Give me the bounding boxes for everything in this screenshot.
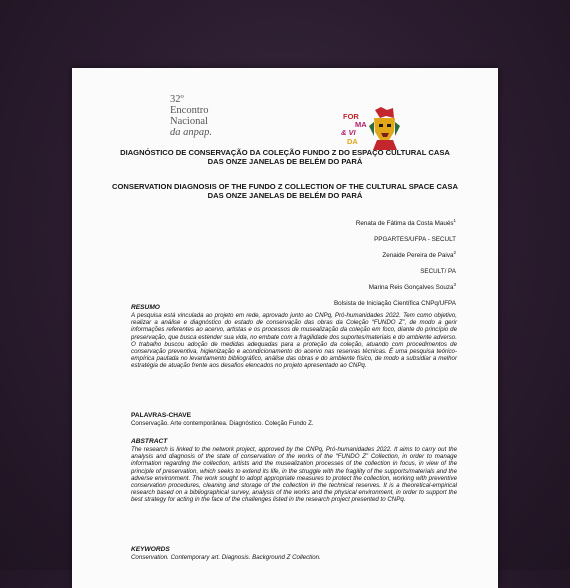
logo-line: Nacional [170, 116, 208, 127]
author-affiliation: SECULT/ PA [420, 268, 456, 276]
author-line: Marina Reis Gonçalves Souza$^3$ [368, 282, 456, 292]
logo-word: MA [355, 120, 367, 129]
authors-block [334, 214, 456, 311]
author-line: Zenaide Pereira de Paiva$^2$ [382, 250, 456, 260]
resumo-heading: RESUMO [131, 304, 160, 311]
title-english: CONSERVATION DIAGNOSIS OF THE FUNDO Z COLLECTION OF THE CULTURAL SPACE CASA DAS ONZE JANELAS DE BELÉM DO PARÁ [112, 182, 458, 200]
keywords-heading: KEYWORDS [131, 546, 170, 553]
abstract-text: The research is linked to the network project, approved by the CNPq, Pró-humanidades 2022. It aims to carry out the analysis and diagnosis of the state of conservation of the works of the “FUNDO Z” Collection, in order to manage information regarding the collection, artists and the musealization processes of the collection in focus, in view of the principle of preservation, which seeks to extend its life, in the struggle with the fragility of the supports/materials and the adverse environment. The work sought to adopt appropriate measures to protect the collection, working with preventive conservation procedures, cleaning and storage of the collection in the technical reserves. It is a theoretical-empirical research based on a bibliographical survey, analysis of the works and the physical environment, in order to support the best strategy for acting in the face of the challenges listed in the research project presented to CNPq. [131, 446, 457, 504]
resumo-text: A pesquisa está vinculada ao projeto em rede, aprovado junto ao CNPq, Pró-humanidades 2022. Tem como objetivo, realizar a análise e diagnóstico do estado de conservação das obras da Coleção “FUNDO Z”, de modo a gerir informações referentes ao acervo, artistas e os processos de musealização da coleção em foco, diante do princípio de preservação, que busca estender sua vida, no embate com a fragilidade dos suportes/materiais e do ambiente adverso. O trabalho buscou adoção de medidas adequadas para a proteção da coleção, atuando com procedimentos de conservação preventiva, higienização e acondicionamento do acervo nas reservas técnicas. É uma pesquisa teórico-empírica pautada no levantamento bibliográfico, análise das obras e do ambiente físico, de modo a subsidiar a melhor estratégia de atuação frente aos desafios elencados no projeto apresentado ao CNPq. [131, 312, 457, 370]
logo-word: FOR [343, 112, 359, 121]
logo-word: & VI [341, 128, 356, 137]
document-page [72, 68, 498, 588]
keywords-section [131, 546, 457, 561]
author-affiliation: PPGARTES/UFPA - SECULT [374, 236, 456, 244]
author-affiliation: Bolsista de Iniciação Científica CNPq/UFPA [333, 300, 456, 308]
forma-vida-logo [337, 106, 407, 152]
abstract-heading: ABSTRACT [131, 438, 168, 445]
palavras-chave-text: Conservação. Arte contemporânea. Diagnóstico. Coleção Fundo Z. [131, 420, 314, 427]
logo-line: 32º [170, 94, 184, 105]
anpap-logo [170, 94, 212, 138]
resumo-section [131, 304, 457, 370]
abstract-section [131, 438, 457, 504]
author-line: Renata de Fátima da Costa Maués$^1$ [355, 218, 456, 228]
logo-word: DA [347, 137, 358, 146]
logo-line: Encontro [170, 105, 209, 116]
logo-line: da anpap. [170, 127, 212, 138]
title-portuguese: DIAGNÓSTICO DE CONSERVAÇÃO DA COLEÇÃO FUNDO Z DO ESPAÇO CULTURAL CASA DAS ONZE JANELAS DE BELÉM DO PARÁ [120, 148, 450, 166]
palavras-chave-section [131, 412, 457, 427]
palavras-chave-heading: PALAVRAS-CHAVE [131, 412, 192, 419]
keywords-text: Conservation. Contemporary art. Diagnosis. Background Z Collection. [131, 554, 321, 561]
